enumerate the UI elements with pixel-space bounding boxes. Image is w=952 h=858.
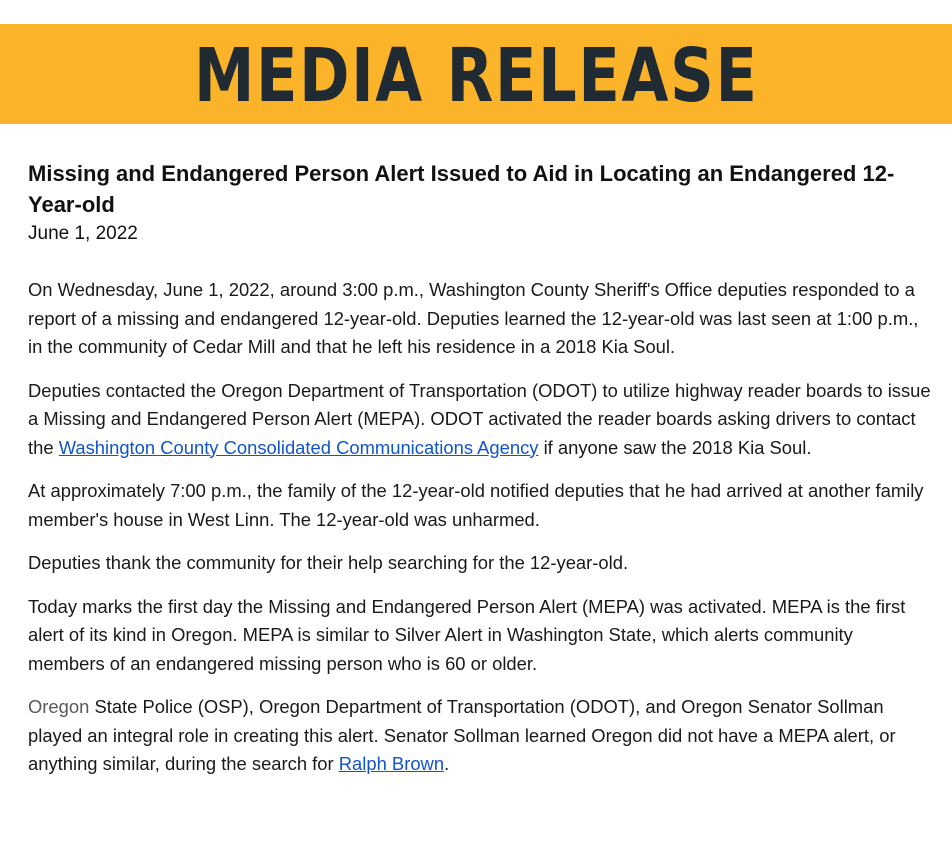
paragraph-partners (28, 693, 933, 779)
release-body (28, 276, 933, 794)
media-release-banner (0, 24, 952, 124)
ralph-brown-link[interactable]: Ralph Brown (338, 753, 445, 774)
paragraph-text: . (444, 753, 450, 774)
banner-title: MEDIA RELEASE (193, 33, 759, 119)
paragraph-found: At approximately 7:00 p.m., the family of the 12-year-old notified deputies that he had arrived at another family member's house in West Linn. The 12-year-old was unharmed. (28, 480, 924, 530)
paragraph-text: if anyone saw the 2018 Kia Soul. (538, 436, 812, 458)
paragraph-text: Deputies contacted the Oregon Department of Transportation (ODOT) to utilize highway reader boards to issue a Missing and Endangered Person Alert (MEPA). ODOT activated the reader boards asking drivers to contact the (28, 379, 931, 458)
wccca-link[interactable]: Washington County Consolidated Communications Agency (58, 436, 539, 458)
paragraph-text-oregon: Oregon (28, 696, 90, 717)
release-title: Missing and Endangered Person Alert Issued to Aid in Locating an Endangered 12-Year-old (28, 161, 895, 217)
paragraph-odot-contact (28, 377, 933, 463)
release-date: June 1, 2022 (28, 223, 138, 244)
paragraph-thanks: Deputies thank the community for their help searching for the 12-year-old. (28, 552, 629, 573)
paragraph-text: State Police (OSP), Oregon Department of Transportation (ODOT), and Oregon Senator Sollman played an integral role in creating this alert. Senator Sollman learned Oregon did not have a MEPA alert, or anything similar, during the search for (28, 696, 896, 774)
paragraph-mepa-info: Today marks the first day the Missing and Endangered Person Alert (MEPA) was activated. MEPA is the first alert of its kind in Oregon. MEPA is similar to Silver Alert in Washington State, which alerts community members of an endangered missing person who is 60 or older. (28, 595, 906, 674)
paragraph-incident: On Wednesday, June 1, 2022, around 3:00 p.m., Washington County Sheriff's Office deputies responded to a report of a missing and endangered 12-year-old. Deputies learned the 12-year-old was last seen at 1:00 p.m., in the community of Cedar Mill and that he left his residence in a 2018 Kia Soul. (28, 279, 919, 357)
